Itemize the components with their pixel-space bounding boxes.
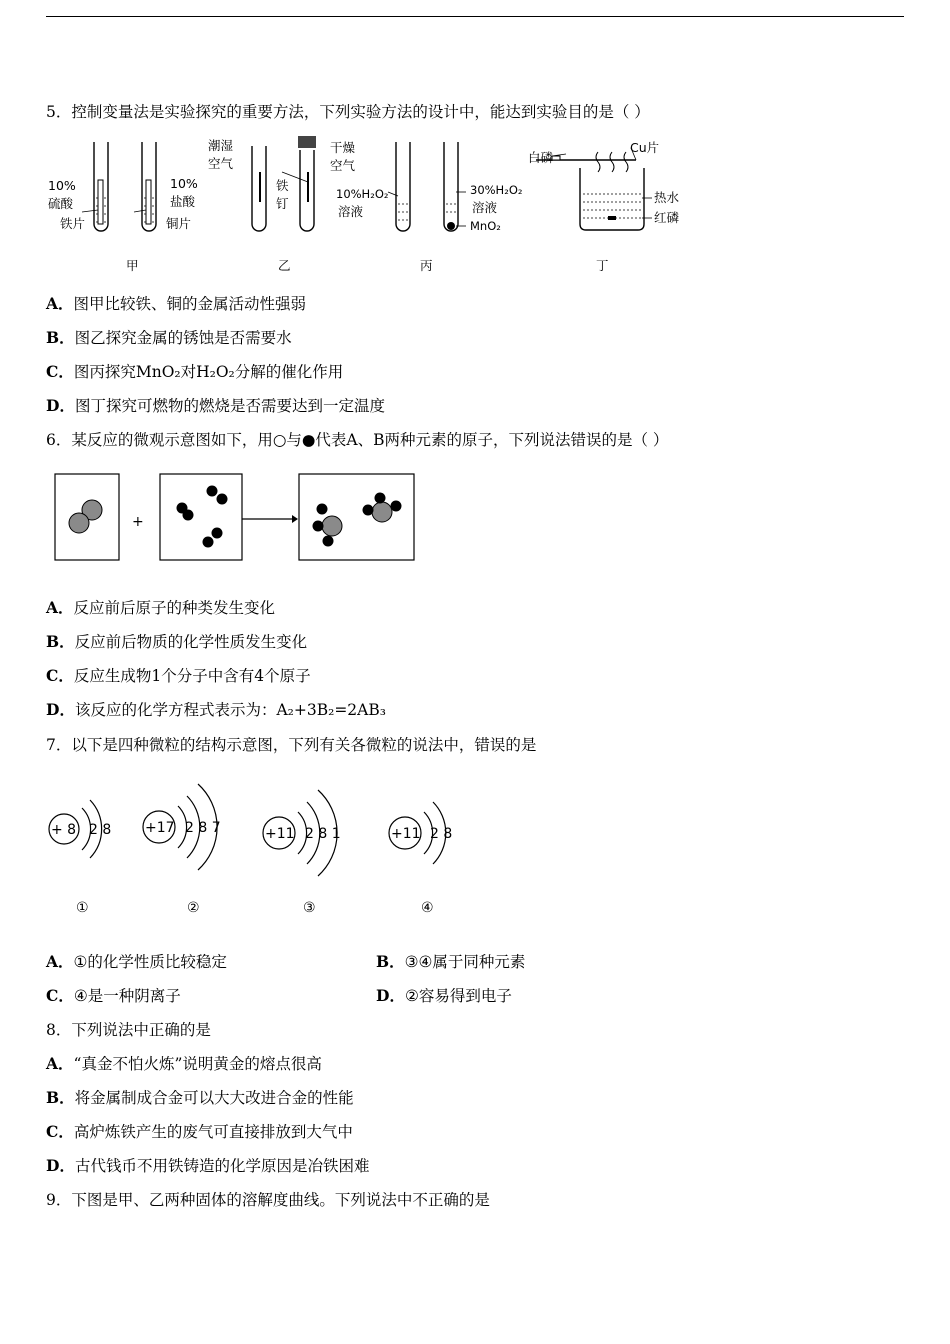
- particle-3-electrons: 2 8 1: [305, 826, 341, 842]
- q6-option-a: A．反应前后原子的种类发生变化: [46, 598, 276, 617]
- q5-stem: 5．控制变量法是实验探究的重要方法，下列实验方法的设计中，能达到实验目的是（ ）: [46, 103, 650, 121]
- jia-right-metal: 铜片: [166, 216, 192, 231]
- bing-left-sol-2: 溶液: [338, 204, 364, 219]
- particle-1-electrons: 2 8: [89, 822, 112, 838]
- particle-2-label: ②: [187, 900, 200, 916]
- particle-2-electrons: 2 8 7: [185, 820, 221, 836]
- plus-sign: +: [132, 514, 144, 530]
- yi-nail-2: 钉: [276, 196, 289, 211]
- q5-option-c: C．图丙探究MnO₂对H₂O₂分解的催化作用: [46, 362, 344, 381]
- yi-dry-2: 空气: [330, 158, 356, 173]
- header-rule: [46, 16, 904, 17]
- particle-3-nucleus: +11: [265, 826, 295, 842]
- ding-cu: Cu片: [630, 140, 660, 155]
- caption-yi: 乙: [278, 258, 291, 273]
- bing-right-sol-1: 30%H₂O₂: [470, 183, 523, 197]
- particle-4-nucleus: +11: [391, 826, 421, 842]
- bing-left-sol-1: 10%H₂O₂: [336, 187, 389, 201]
- particle-1-nucleus: + 8: [51, 822, 77, 838]
- q6-figure: [46, 470, 426, 565]
- stopper: [298, 136, 316, 148]
- particle-2-nucleus: +17: [145, 820, 175, 836]
- reactant-b-box: [160, 474, 242, 560]
- q7-option-d: D．②容易得到电子: [376, 986, 512, 1005]
- q5-option-d: D．图丁探究可燃物的燃烧是否需要达到一定温度: [46, 396, 385, 415]
- q7-option-b: B．③④属于同种元素: [376, 952, 526, 971]
- particle-4-electrons: 2 8: [430, 826, 453, 842]
- q7-stem: 7．以下是四种微粒的结构示意图，下列有关各微粒的说法中，错误的是: [46, 736, 537, 754]
- q9-stem: 9．下图是甲、乙两种固体的溶解度曲线。下列说法中不正确的是: [46, 1191, 490, 1209]
- copper-strip: [146, 180, 151, 224]
- q5-option-a: A．图甲比较铁、铜的金属活动性强弱: [46, 294, 307, 313]
- mno2-dot: [447, 222, 455, 230]
- red-p-piece: [608, 216, 616, 220]
- q6-option-d: D．该反应的化学方程式表示为：A₂+3B₂=2AB₃: [46, 700, 386, 719]
- bing-catalyst: MnO₂: [470, 219, 501, 233]
- q8-option-d: D．古代钱币不用铁铸造的化学原因是冶铁困难: [46, 1156, 370, 1175]
- iron-strip: [98, 180, 103, 224]
- ding-hot-water: 热水: [654, 190, 680, 205]
- bing-tube-left: [396, 142, 410, 231]
- caption-ding: 丁: [596, 258, 609, 273]
- particle-4-label: ④: [421, 900, 434, 916]
- particle-3-label: ③: [303, 900, 316, 916]
- q7-option-a: A．①的化学性质比较稳定: [46, 952, 227, 971]
- yi-dry-1: 干燥: [330, 140, 356, 155]
- q6-option-c: C．反应生成物1个分子中含有4个原子: [46, 666, 311, 685]
- q8-stem: 8．下列说法中正确的是: [46, 1021, 211, 1039]
- product-box: [299, 474, 414, 560]
- q5-figure: [46, 132, 686, 277]
- caption-jia: 甲: [126, 258, 139, 273]
- jia-right-sol-2: 盐酸: [170, 194, 196, 209]
- yi-wet-1: 潮湿: [208, 138, 234, 153]
- yi-wet-2: 空气: [208, 156, 234, 171]
- q7-option-c: C．④是一种阴离子: [46, 986, 181, 1005]
- q6-stem: 6．某反应的微观示意图如下，用○与●代表A、B两种元素的原子，下列说法错误的是（ ）: [46, 431, 669, 449]
- ding-red-p: 红磷: [654, 210, 680, 225]
- q8-option-a: A．“真金不怕火炼”说明黄金的熔点很高: [46, 1054, 322, 1073]
- ding-beaker: [580, 168, 644, 230]
- jia-left-sol-1: 10%: [48, 178, 76, 193]
- jia-right-sol-1: 10%: [170, 176, 198, 191]
- particle-1-label: ①: [76, 900, 89, 916]
- jia-left-sol-2: 硫酸: [48, 196, 74, 211]
- ding-white-p: 白磷: [528, 150, 554, 165]
- yi-nail-1: 铁: [276, 178, 289, 193]
- bing-right-sol-2: 溶液: [472, 200, 498, 215]
- caption-bing: 丙: [420, 258, 433, 273]
- white-p-piece: [552, 156, 560, 160]
- q7-figure: [46, 770, 486, 920]
- q8-option-b: B．将金属制成合金可以大大改进合金的性能: [46, 1088, 354, 1107]
- q5-option-b: B．图乙探究金属的锈蚀是否需要水: [46, 328, 292, 347]
- q8-option-c: C．高炉炼铁产生的废气可直接排放到大气中: [46, 1122, 353, 1141]
- q6-option-b: B．反应前后物质的化学性质发生变化: [46, 632, 308, 651]
- jia-left-metal: 铁片: [60, 216, 86, 231]
- bing-tube-right: [444, 142, 458, 231]
